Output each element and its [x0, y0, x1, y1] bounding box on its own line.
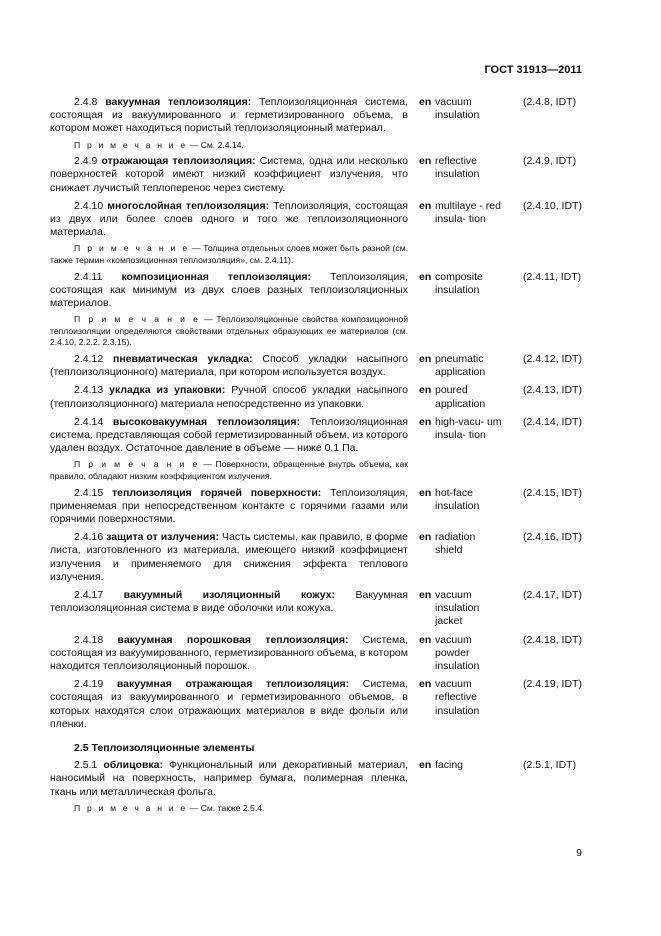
definition-text: Ручной способ укладки насыпного (теплоизоляционного) материала непосредственно из упаковки. — [50, 384, 408, 410]
term-note — [50, 140, 408, 152]
term-name: вакуумная отражающая теплоизоляция: — [116, 678, 350, 691]
language-code: en — [419, 199, 432, 212]
term-definition — [50, 384, 408, 410]
term-definition — [50, 634, 408, 674]
term-name: теплоизоляция горячей поверхности: — [112, 486, 322, 499]
term-definition — [50, 155, 408, 195]
definition-text: Способ укладки насыпного (теплоизоляционного) материала, при котором используется воздух. — [50, 353, 408, 379]
english-equivalent — [419, 416, 503, 442]
iso-reference: (2.4.8, IDT) — [523, 96, 577, 108]
english-equivalent — [419, 155, 503, 181]
definition-text: Теплоизоляция, состоящая как минимум из двух слоев разных теплоизоляционных материалов. — [50, 270, 408, 310]
note-label: П р и м е ч а н и е — [74, 459, 200, 470]
term-note — [50, 459, 408, 482]
english-equivalent — [419, 531, 503, 557]
term-definition — [50, 353, 408, 379]
language-code: en — [419, 633, 432, 646]
term-entry — [50, 589, 582, 629]
term-name: пневматическая укладка: — [113, 353, 253, 365]
iso-reference: (2.4.13, IDT) — [523, 384, 582, 397]
english-term: pneumatic application — [435, 353, 486, 379]
term-name: вакуумная порошковая теплоизоляция: — [117, 633, 349, 646]
term-note — [50, 803, 408, 815]
language-code: en — [419, 353, 432, 365]
iso-reference: (2.4.9, IDT) — [523, 155, 577, 168]
iso-reference: (2.4.17, IDT) — [523, 589, 582, 602]
term-name: вакуумный изоляционный кожух: — [123, 589, 336, 602]
english-equivalent — [419, 96, 503, 122]
section-heading: 2.5 Теплоизоляционные элементы — [74, 742, 255, 755]
term-note — [50, 314, 408, 349]
term-name: многослойная теплоизоляция: — [107, 199, 270, 212]
term-entry — [50, 678, 582, 731]
language-code: en — [419, 531, 432, 544]
definition-text: Теплоизоляция, применяемая при непосредственном контакте с горячими газами или горячими поверхностями. — [50, 486, 408, 526]
english-term: hot-face insulation — [435, 486, 480, 512]
english-equivalent — [419, 589, 503, 629]
iso-reference: (2.4.10, IDT) — [523, 199, 582, 212]
term-name: облицовка: — [103, 759, 164, 772]
note-label: П р и м е ч а н и е — [74, 802, 188, 813]
iso-reference: (2.4.19, IDT) — [523, 678, 582, 691]
term-number: 2.4.19 — [74, 678, 117, 691]
term-name: отражающая теплоизоляция: — [101, 155, 256, 168]
english-term: vacuum reflective insulation — [435, 678, 480, 717]
term-entry — [50, 384, 582, 410]
term-number: 2.4.17 — [74, 589, 124, 602]
english-equivalent — [419, 271, 503, 297]
language-code: en — [419, 678, 432, 691]
note-label: П р и м е ч а н и е — [74, 243, 190, 254]
definition-text: Теплоизоляционная система, представляющая собой герметизированный объем, из которого удален воздух. Остаточное давление в объеме — ниже 0,1 Па. — [50, 415, 408, 455]
language-code: en — [419, 384, 432, 397]
iso-reference: (2.4.12, IDT) — [523, 353, 582, 365]
term-name: укладка из упаковки: — [109, 384, 226, 397]
english-term: facing — [435, 759, 464, 772]
term-entry — [50, 155, 582, 195]
definition-text: Система, состоящая из вакуумированного, герметизированного объема, в котором находится теплоизоляционный порошок. — [50, 633, 408, 673]
english-term: vacuum insulation jacket — [435, 589, 480, 628]
term-definition — [50, 487, 408, 527]
term-number: 2.4.15 — [74, 486, 112, 499]
english-term: vacuum powder insulation — [435, 633, 480, 673]
language-code: en — [419, 759, 432, 772]
term-definition — [50, 589, 408, 615]
english-term: radiation shield — [435, 531, 476, 557]
term-entry — [50, 487, 582, 527]
term-number: 2.4.11 — [74, 270, 122, 283]
iso-reference: (2.4.11, IDT) — [523, 270, 582, 283]
english-equivalent — [419, 200, 503, 226]
term-name: композиционная теплоизоляция: — [121, 270, 312, 283]
language-code: en — [419, 486, 432, 499]
definition-text: Функциональный или декоративный материал, наносимый на поверхность, например бумага, полимерная пленка, ткань или металлическая фольга. — [50, 759, 408, 798]
iso-reference: (2.4.18, IDT) — [523, 633, 582, 646]
term-entry — [50, 200, 582, 240]
term-number: 2.5.1 — [74, 759, 104, 772]
term-definition — [50, 416, 408, 456]
term-number: 2.4.10 — [74, 199, 108, 212]
language-code: en — [419, 589, 432, 602]
english-term: high-vacu- um insula- tion — [435, 415, 502, 442]
spacer — [50, 731, 582, 736]
note-label: П р и м е ч а н и е — [74, 139, 188, 150]
term-entry — [50, 96, 582, 136]
language-code: en — [419, 96, 432, 108]
note-text: — Теплоизоляционные свойства композиционной теплоизоляции определяются свойствами отдельных образующих ее материалов (см. 2.4.10, 2.2.2, 2.3.15). — [50, 314, 408, 348]
english-term: poured application — [435, 384, 486, 410]
note-label: П р и м е ч а н и е — [74, 314, 201, 325]
definition-text: Часть системы, как правило, в форме листа, изготовленного из материала, имеющего низкий коэффициент излучения и применяемого для снижения эффекта теплового излучения. — [50, 531, 408, 583]
term-number: 2.4.8 — [74, 96, 106, 108]
term-definition — [50, 531, 408, 584]
english-term: multilaye - red insula- tion — [435, 199, 501, 226]
term-number: 2.4.16 — [74, 531, 107, 544]
language-code: en — [419, 270, 432, 283]
term-definition — [50, 271, 408, 311]
iso-reference: (2.4.16, IDT) — [523, 531, 582, 544]
term-entry — [50, 759, 582, 799]
term-definition — [50, 678, 408, 731]
english-equivalent — [419, 353, 503, 379]
term-entry — [50, 271, 582, 311]
iso-reference: (2.5.1, IDT) — [523, 759, 577, 772]
term-entry — [50, 634, 582, 674]
term-note — [50, 243, 408, 266]
term-definition — [50, 200, 408, 240]
english-term: vacuum insulation — [435, 96, 480, 122]
english-equivalent — [419, 487, 503, 513]
definition-text: Система, состоящая из вакуумированного и герметизированного объемов, в которых находятся слои отражающих материалов в виде фольги или пленки. — [50, 678, 408, 730]
term-number: 2.4.13 — [74, 384, 110, 397]
english-equivalent — [419, 384, 503, 410]
term-definition — [50, 96, 408, 136]
language-code: en — [419, 415, 432, 428]
definition-text: Теплоизоляция, состоящая из двух или более слоев одного и того же теплоизоляционного материала. — [50, 199, 408, 239]
term-number: 2.4.12 — [74, 353, 113, 365]
note-text: — См. также 2.5.4. — [187, 802, 265, 813]
term-name: вакуумная теплоизоляция: — [105, 96, 252, 108]
term-entry — [50, 416, 582, 456]
definition-text: Вакуумная теплоизоляционная система в виде оболочки или кожуха. — [50, 589, 408, 615]
term-name: высоковакуумная теплоизоляция: — [112, 415, 301, 428]
english-equivalent — [419, 759, 503, 772]
term-name: защита от излучения: — [106, 531, 219, 544]
term-entry — [50, 531, 582, 584]
page-header: ГОСТ 31913—2011 — [484, 64, 582, 76]
term-definition — [50, 759, 408, 799]
english-term: composite insulation — [435, 270, 483, 296]
english-term: reflective insulation — [435, 155, 480, 181]
definition-text: Система, одна или несколько поверхностей которой имеют низкий коэффициент излучения, что снижает лучистый теплоперенос через систему. — [50, 155, 408, 194]
definition-text: Теплоизоляционная система, состоящая из вакуумированного и герметизированного объема, в котором может находиться пористый теплоизоляционный материал. — [50, 96, 409, 135]
iso-reference: (2.4.14, IDT) — [523, 415, 582, 428]
note-text: — См. 2.4.14. — [187, 139, 244, 150]
term-number: 2.4.14 — [74, 415, 113, 428]
english-equivalent — [419, 634, 503, 674]
page-number: 9 — [576, 847, 582, 859]
iso-reference: (2.4.15, IDT) — [523, 486, 582, 499]
term-entry — [50, 353, 582, 379]
language-code: en — [419, 155, 432, 168]
glossary — [50, 96, 582, 818]
note-text: — Толщина отдельных слоев может быть разной (см. также термин «композиционная теплоизоляция», см. 2.4.11). — [50, 243, 408, 266]
note-text: — Поверхности, обращенные внутрь объема, как правило, обладают низким коэффициентом излучения. — [50, 459, 408, 482]
english-equivalent — [419, 678, 503, 718]
term-number: 2.4.18 — [74, 633, 118, 646]
term-number: 2.4.9 — [74, 155, 102, 168]
